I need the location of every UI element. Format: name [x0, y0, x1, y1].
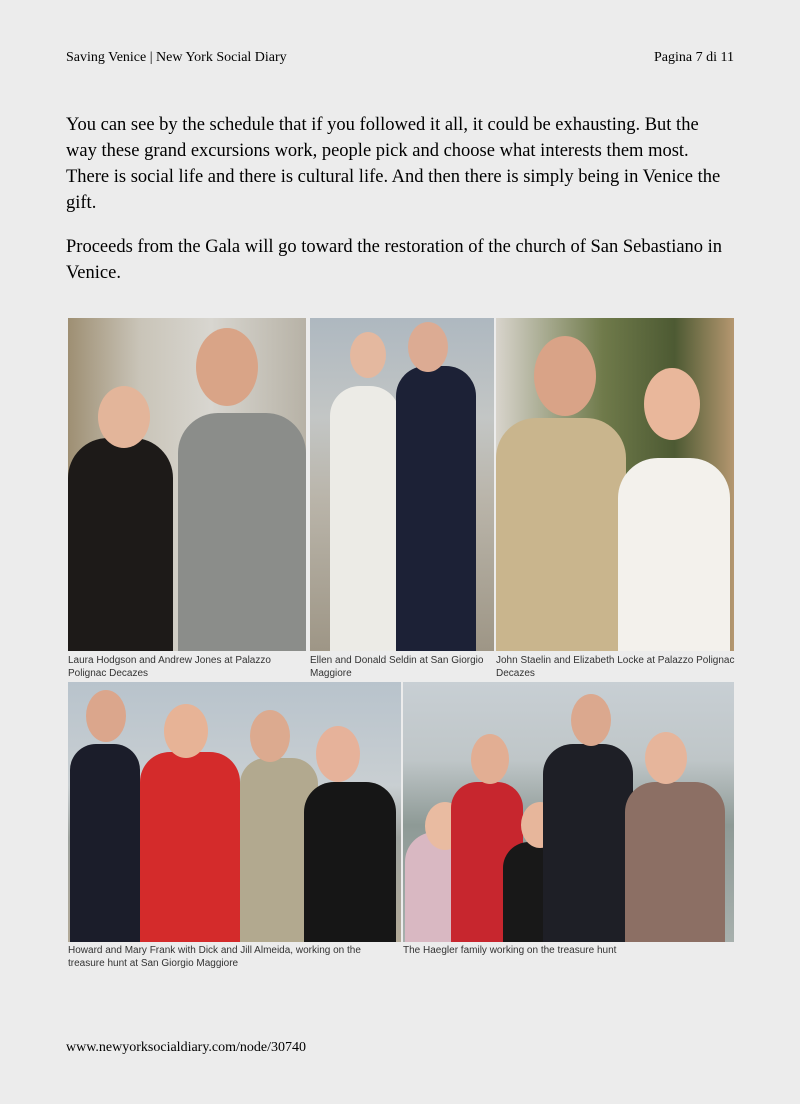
header-title: Saving Venice | New York Social Diary [66, 50, 287, 65]
photo-haegler-family [403, 682, 734, 942]
page-number: Pagina 7 di 11 [654, 50, 734, 65]
person-head [408, 322, 448, 372]
photo-frank-almeida [68, 682, 401, 942]
caption-5: The Haegler family working on the treasure hunt [403, 945, 617, 956]
person-head [350, 332, 386, 378]
person-figure [618, 458, 730, 651]
caption-1: Laura Hodgson and Andrew Jones at Palazzo Polignac Decazes [68, 655, 271, 679]
photo-staelin-locke [496, 318, 734, 651]
person-figure [543, 744, 633, 942]
person-head [164, 704, 208, 758]
person-figure [330, 386, 400, 651]
person-head [250, 710, 290, 762]
paragraph-1: You can see by the schedule that if you followed it all, it could be exhausting. But the way these grand excursions work, people pick and choose what interests them most. There is social life and there is cultural life. And then there is simply being in Venice the gift. [66, 115, 721, 213]
person-head [98, 386, 150, 448]
article-body [66, 112, 726, 304]
person-figure [178, 413, 306, 651]
person-head [644, 368, 700, 440]
caption-4: Howard and Mary Frank with Dick and Jill Almeida, working on the treasure hunt at San Giorgio Maggiore [68, 945, 361, 969]
person-figure [140, 752, 240, 942]
person-head [645, 732, 687, 784]
person-figure [304, 782, 396, 942]
photo-seldin [310, 318, 494, 651]
caption-2: Ellen and Donald Seldin at San Giorgio Maggiore [310, 655, 484, 679]
person-head [534, 336, 596, 416]
person-head [316, 726, 360, 782]
person-figure [496, 418, 626, 651]
photo-hodgson-jones [68, 318, 306, 651]
paragraph-2: Proceeds from the Gala will go toward the restoration of the church of San Sebastiano in Venice. [66, 237, 723, 283]
caption-3: John Staelin and Elizabeth Locke at Palazzo Polignac Decazes [496, 655, 735, 679]
person-head [196, 328, 258, 406]
person-figure [70, 744, 140, 942]
person-figure [68, 438, 173, 651]
person-head [471, 734, 509, 784]
person-figure [625, 782, 725, 942]
person-head [571, 694, 611, 746]
page-header [66, 50, 734, 66]
person-head [86, 690, 126, 742]
page-footer-url: www.newyorksocialdiary.com/node/30740 [66, 1040, 307, 1055]
person-figure [396, 366, 476, 651]
